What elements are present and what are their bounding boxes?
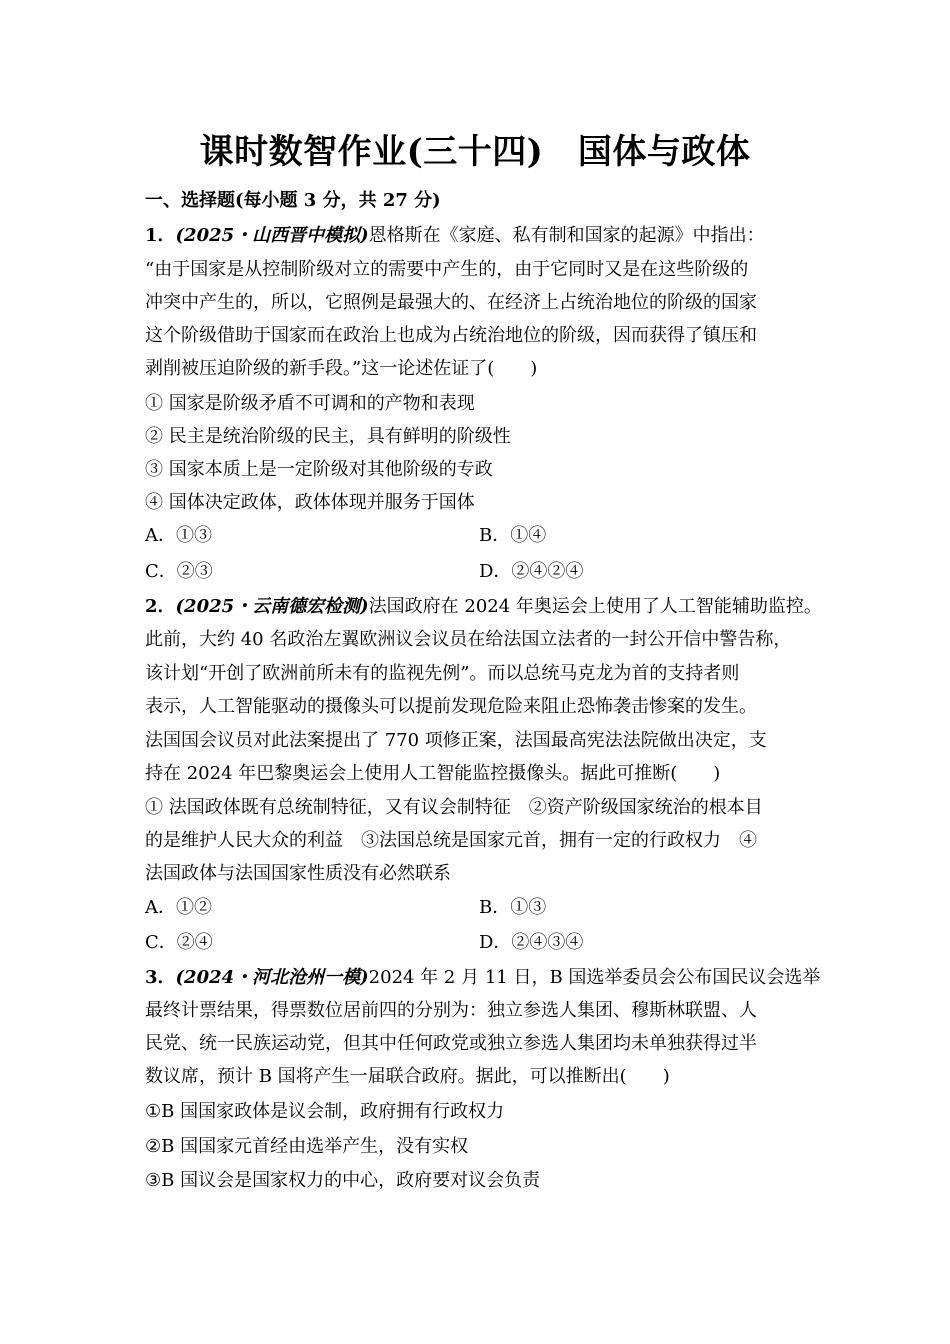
question-3-statement: ③B 国议会是国家权力的中心，政府要对议会负责 [145, 1170, 541, 1191]
question-1-source: (2025・山西晋中模拟) [175, 225, 369, 246]
question-2-option-a: A．①② [145, 897, 212, 918]
question-2-text-line: 法国国会议员对此法案提出了 770 项修正案，法国最高宪法法院做出决定，支 [145, 730, 767, 751]
question-2-text-line: 该计划“开创了欧洲前所未有的监视先例”。而以总统马克龙为首的支持者则 [145, 663, 740, 684]
question-1-number: 1． [145, 225, 176, 246]
question-2-first-line [145, 595, 822, 619]
question-2-statement: 法国政体与法国国家性质没有必然联系 [145, 863, 451, 884]
question-2-option-d: D．②④③④ [479, 932, 584, 953]
question-2-statement: 的是维护人民大众的利益 ③法国总统是国家元首，拥有一定的行政权力 ④ [145, 830, 757, 851]
question-1-first-line [145, 224, 765, 248]
question-2-text-line: 表示，人工智能驱动的摄像头可以提前发现危险来阻止恐怖袭击惨案的发生。 [145, 696, 757, 717]
question-1-option-d: D．②④②④ [479, 561, 584, 582]
question-1-option-c: C．②③ [145, 561, 213, 582]
question-2-text: 法国政府在 2024 年奥运会上使用了人工智能辅助监控。 [368, 596, 822, 617]
question-1-text-line: “由于国家是从控制阶级对立的需要中产生的，由于它同时又是在这些阶级的 [145, 259, 749, 280]
question-1-statement: ④ 国体决定政体，政体体现并服务于国体 [145, 492, 475, 513]
question-3-text: 2024 年 2 月 11 日，B 国选举委员会公布国民议会选举 [368, 967, 821, 988]
question-3-first-line [145, 966, 820, 990]
question-3-text-line: 民党、统一民族运动党，但其中任何政党或独立参选人集团均未单独获得过半 [145, 1033, 757, 1054]
question-3-number: 3． [145, 967, 176, 988]
question-1-text-line: 冲突中产生的，所以，它照例是最强大的、在经济上占统治地位的阶级的国家 [145, 292, 757, 313]
question-1-text-line: 剥削被压迫阶级的新手段。”这一论述佐证了( ) [145, 358, 538, 379]
question-3-statement: ②B 国国家元首经由选举产生，没有实权 [145, 1136, 469, 1157]
question-1-statement: ② 民主是统治阶级的民主，具有鲜明的阶级性 [145, 426, 511, 447]
question-1-text: 恩格斯在《家庭、私有制和国家的起源》中指出： [368, 225, 765, 246]
question-3-text-line: 数议席，预计 B 国将产生一届联合政府。据此，可以推断出( ) [145, 1066, 670, 1087]
question-2-option-c: C．②④ [145, 932, 213, 953]
question-1-text-line: 这个阶级借助于国家而在政治上也成为占统治地位的阶级，因而获得了镇压和 [145, 325, 757, 346]
page-title: 课时数智作业(三十四) 国体与政体 [199, 132, 751, 172]
question-2-source: (2025・云南德宏检测) [175, 596, 369, 617]
question-3-text-line: 最终计票结果，得票数位居前四的分别为：独立参选人集团、穆斯林联盟、人 [145, 1000, 757, 1021]
question-2-text-line: 持在 2024 年巴黎奥运会上使用人工智能监控摄像头。据此可推断( ) [145, 763, 721, 784]
section-heading: 一、选择题(每小题 3 分，共 27 分) [145, 190, 441, 211]
question-1-option-a: A．①③ [145, 525, 212, 546]
question-2-statement: ① 法国政体既有总统制特征，又有议会制特征 ②资产阶级国家统治的根本目 [145, 797, 763, 818]
question-3-source: (2024・河北沧州一模) [175, 967, 369, 988]
question-1-option-b: B．①④ [479, 525, 547, 546]
question-3-statement: ①B 国国家政体是议会制，政府拥有行政权力 [145, 1101, 505, 1122]
question-1-statement: ③ 国家本质上是一定阶级对其他阶级的专政 [145, 459, 493, 480]
question-2-text-line: 此前，大约 40 名政治左翼欧洲议会议员在给法国立法者的一封公开信中警告称， [145, 629, 792, 650]
question-2-number: 2． [145, 596, 176, 617]
question-1-statement: ① 国家是阶级矛盾不可调和的产物和表现 [145, 393, 475, 414]
question-2-option-b: B．①③ [479, 897, 547, 918]
